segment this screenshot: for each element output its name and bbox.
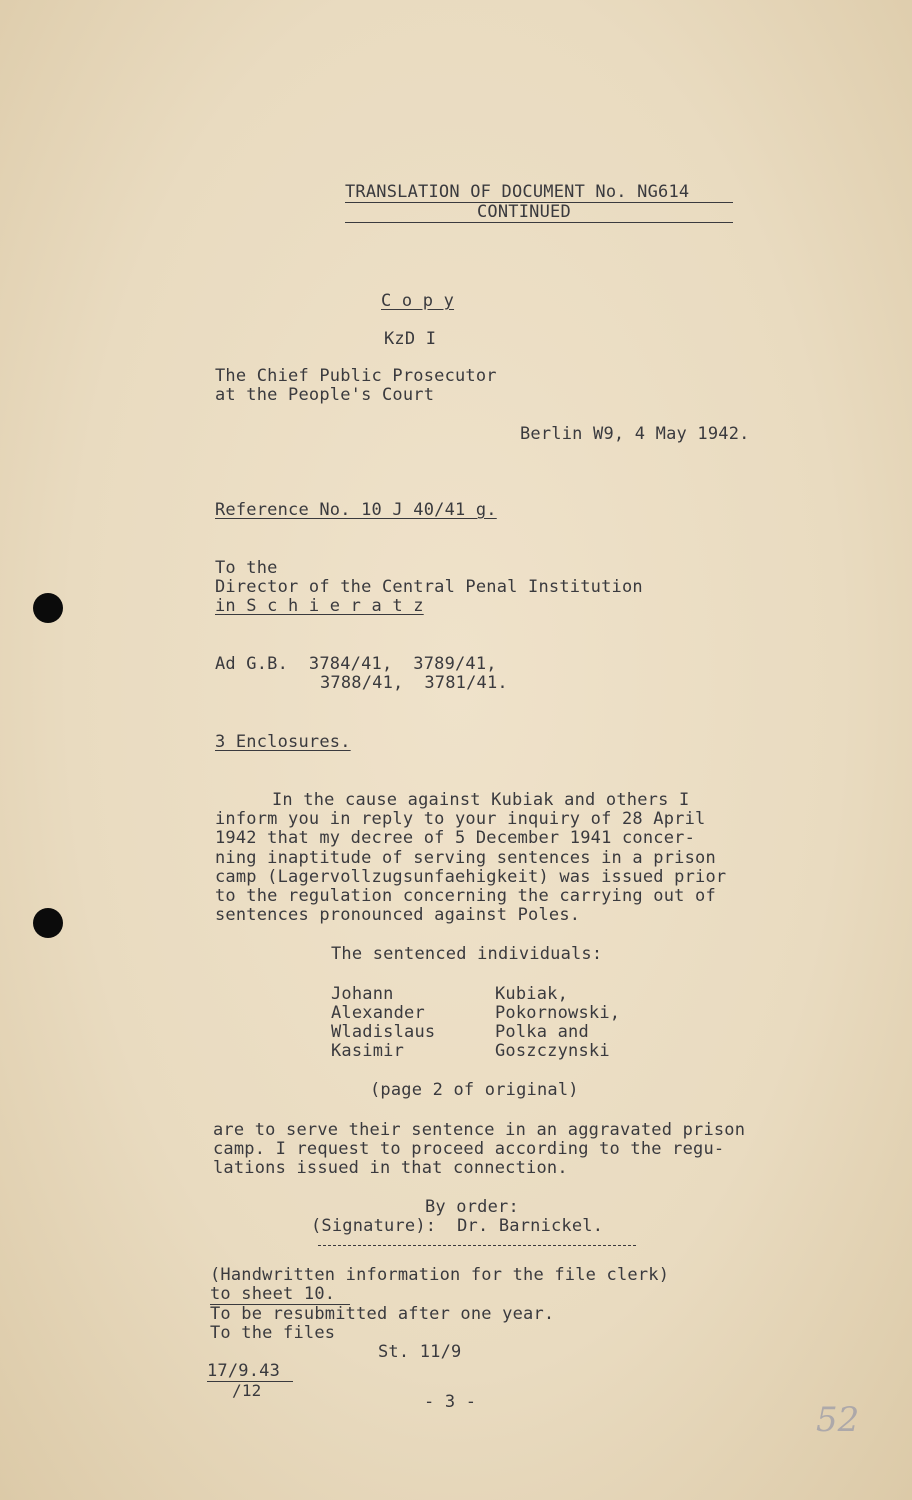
signature-line: (Signature): Dr. Barnickel. bbox=[311, 1216, 604, 1236]
header-rule-2 bbox=[345, 222, 733, 223]
page-note: (page 2 of original) bbox=[370, 1080, 579, 1100]
individual-last-3: Polka and bbox=[495, 1022, 589, 1042]
body-line-2: inform you in reply to your inquiry of 28 April bbox=[215, 809, 706, 829]
individual-first-2: Alexander bbox=[331, 1003, 425, 1023]
body-line-3: 1942 that my decree of 5 December 1941 concer- bbox=[215, 828, 696, 848]
signature-dashed-rule bbox=[318, 1245, 636, 1246]
header-continued: CONTINUED bbox=[477, 202, 571, 222]
copy-label: C o p y bbox=[381, 291, 455, 311]
punch-hole-bottom bbox=[33, 908, 63, 938]
individual-last-4: Goszczynski bbox=[495, 1041, 610, 1061]
handwritten-line-2: to sheet 10. bbox=[210, 1284, 336, 1304]
by-order: By order: bbox=[425, 1197, 519, 1217]
individual-last-2: Pokornowski, bbox=[495, 1003, 621, 1023]
handwritten-date-sub: /12 bbox=[232, 1381, 262, 1400]
kzd-label: KzD I bbox=[384, 329, 437, 349]
individual-first-1: Johann bbox=[331, 984, 394, 1004]
conclusion-line-2: camp. I request to proceed according to the regu- bbox=[213, 1139, 725, 1159]
sender-line-2: at the People's Court bbox=[215, 385, 435, 405]
reference-number: Reference No. 10 J 40/41 g. bbox=[215, 500, 497, 520]
recipient-line-1: To the bbox=[215, 558, 278, 578]
individual-first-4: Kasimir bbox=[331, 1041, 405, 1061]
handwritten-line-3: To be resubmitted after one year. bbox=[210, 1304, 555, 1324]
body-line-1: In the cause against Kubiak and others I bbox=[272, 790, 690, 810]
handwritten-date: 17/9.43 bbox=[207, 1361, 281, 1381]
body-line-4: ning inaptitude of serving sentences in a prison bbox=[215, 848, 716, 868]
sentenced-heading: The sentenced individuals: bbox=[331, 944, 603, 964]
punch-hole-top bbox=[33, 593, 63, 623]
header-title: TRANSLATION OF DOCUMENT No. NG614 bbox=[345, 182, 690, 202]
handwritten-line-4: To the files bbox=[210, 1323, 336, 1343]
individual-first-3: Wladislaus bbox=[331, 1022, 436, 1042]
handwritten-line-1: (Handwritten information for the file clerk) bbox=[210, 1265, 670, 1285]
body-line-7: sentences pronounced against Poles. bbox=[215, 905, 581, 925]
body-line-6: to the regulation concerning the carrying out of bbox=[215, 886, 716, 906]
enclosures: 3 Enclosures. bbox=[215, 732, 351, 752]
sender-line-1: The Chief Public Prosecutor bbox=[215, 366, 497, 386]
recipient-line-3: in S c h i e r a t z bbox=[215, 596, 424, 616]
ad-line-2: 3788/41, 3781/41. bbox=[320, 673, 508, 693]
ad-line-1: Ad G.B. 3784/41, 3789/41, bbox=[215, 654, 497, 674]
handwritten-line-5: St. 11/9 bbox=[378, 1342, 462, 1362]
stamp-number: 52 bbox=[816, 1400, 860, 1440]
recipient-line-2: Director of the Central Penal Institution bbox=[215, 577, 643, 597]
body-line-5: camp (Lagervollzugsunfaehigkeit) was issued prior bbox=[215, 867, 727, 887]
page-number: - 3 - bbox=[424, 1392, 477, 1412]
conclusion-line-1: are to serve their sentence in an aggravated prison bbox=[213, 1120, 746, 1140]
place-date: Berlin W9, 4 May 1942. bbox=[520, 424, 750, 444]
conclusion-line-3: lations issued in that connection. bbox=[213, 1158, 568, 1178]
individual-last-1: Kubiak, bbox=[495, 984, 569, 1004]
